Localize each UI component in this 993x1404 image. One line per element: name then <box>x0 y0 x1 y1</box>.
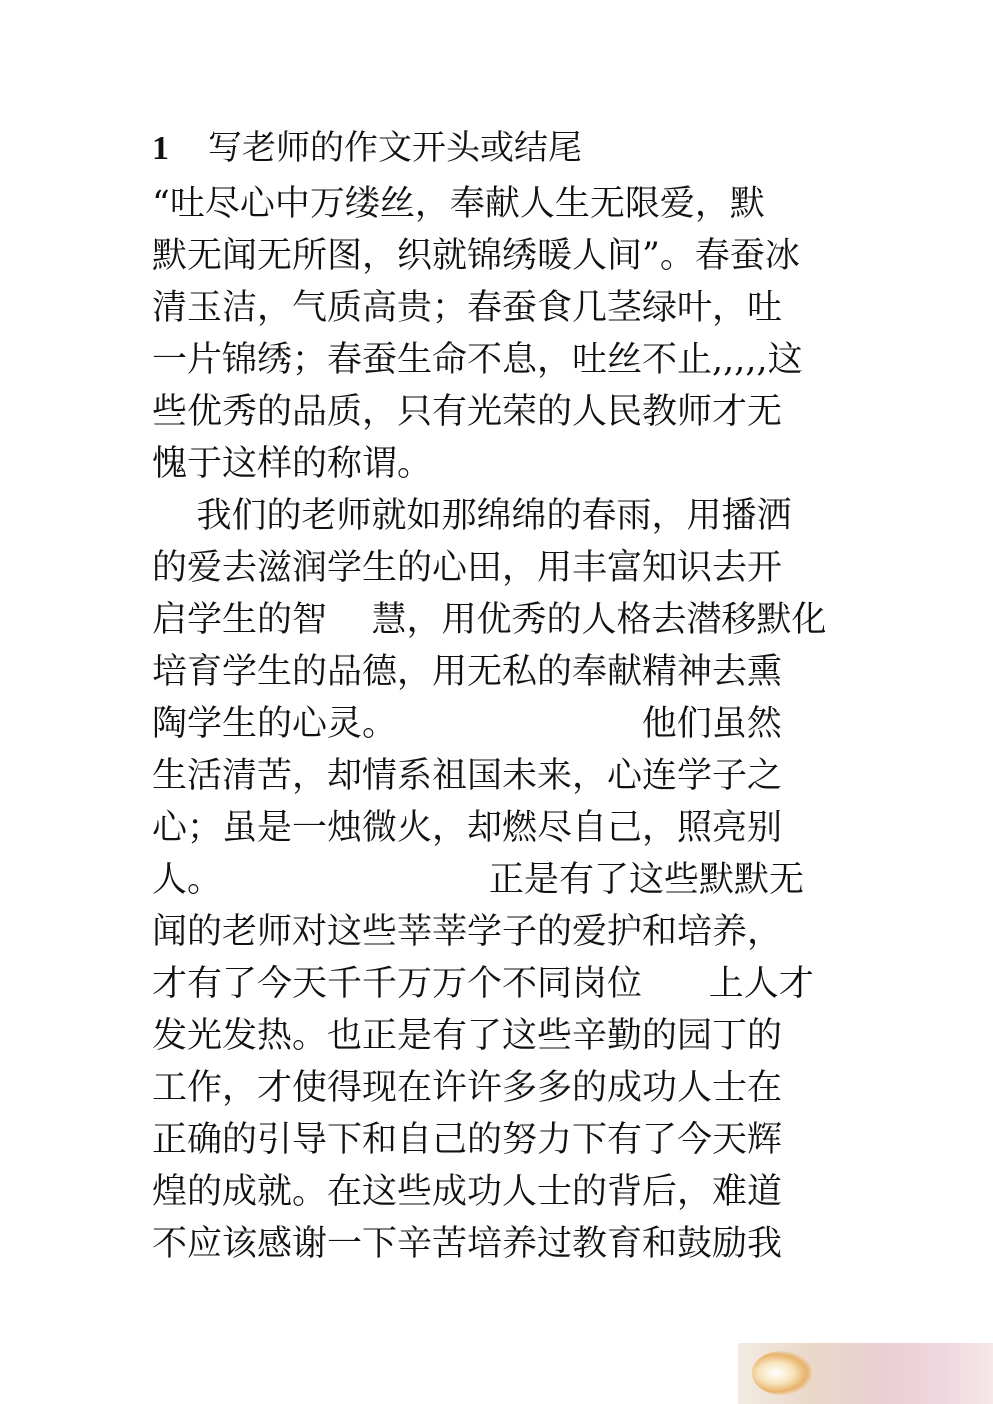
text-line: 不应该感谢一下辛苦培养过教育和鼓励我 <box>152 1224 783 1264</box>
text-line: 培育学生的品德，用无私的奉献精神去熏 <box>152 652 783 692</box>
text-line: 心；虽是一烛微火，却燃尽自己，照亮别 <box>152 808 783 848</box>
text-line: 默无闻无所图，织就锦绣暖人间”。春蚕冰 <box>152 236 800 276</box>
text-line: 一片锦绣；春蚕生命不息，吐丝不止,,,,,这 <box>152 340 803 380</box>
text-line: 人。 正是有了这些默默无 <box>152 860 805 900</box>
text-line: 的爱去滋润学生的心田，用丰富知识去开 <box>152 548 783 588</box>
section-heading <box>152 124 582 172</box>
text-line: 些优秀的品质，只有光荣的人民教师才无 <box>152 392 783 432</box>
text-line: 才有了今天千千万万个不同岗位 上人才 <box>152 964 814 1004</box>
text-line: 煌的成就。在这些成功人士的背后，难道 <box>152 1172 783 1212</box>
text-line: 清玉洁，气质高贵；春蚕食几茎绿叶，吐 <box>152 288 783 328</box>
text-line: 闻的老师对这些莘莘学子的爱护和培养， <box>152 912 783 952</box>
section-title: 写老师的作文开头或结尾 <box>208 128 582 168</box>
text-line: 愧于这样的称谓。 <box>152 444 433 484</box>
text-line: 工作，才使得现在许许多多的成功人士在 <box>152 1068 783 1108</box>
text-line: 我们的老师就如那绵绵的春雨，用播洒 <box>152 496 792 536</box>
text-line: 生活清苦，却情系祖国未来，心连学子之 <box>152 756 783 796</box>
text-line: 发光发热。也正是有了这些辛勤的园丁的 <box>152 1016 783 1056</box>
swirl-logo-icon <box>752 1351 812 1395</box>
text-line: 陶学生的心灵。 他们虽然 <box>152 704 782 744</box>
section-number: 1 <box>152 130 169 167</box>
text-line: “吐尽心中万缕丝，奉献人生无限爱，默 <box>152 184 765 224</box>
text-line: 启学生的智 慧，用优秀的人格去潜移默化 <box>152 600 827 640</box>
text-line: 正确的引导下和自己的努力下有了今天辉 <box>152 1120 783 1160</box>
watermark-logo <box>738 1343 993 1404</box>
